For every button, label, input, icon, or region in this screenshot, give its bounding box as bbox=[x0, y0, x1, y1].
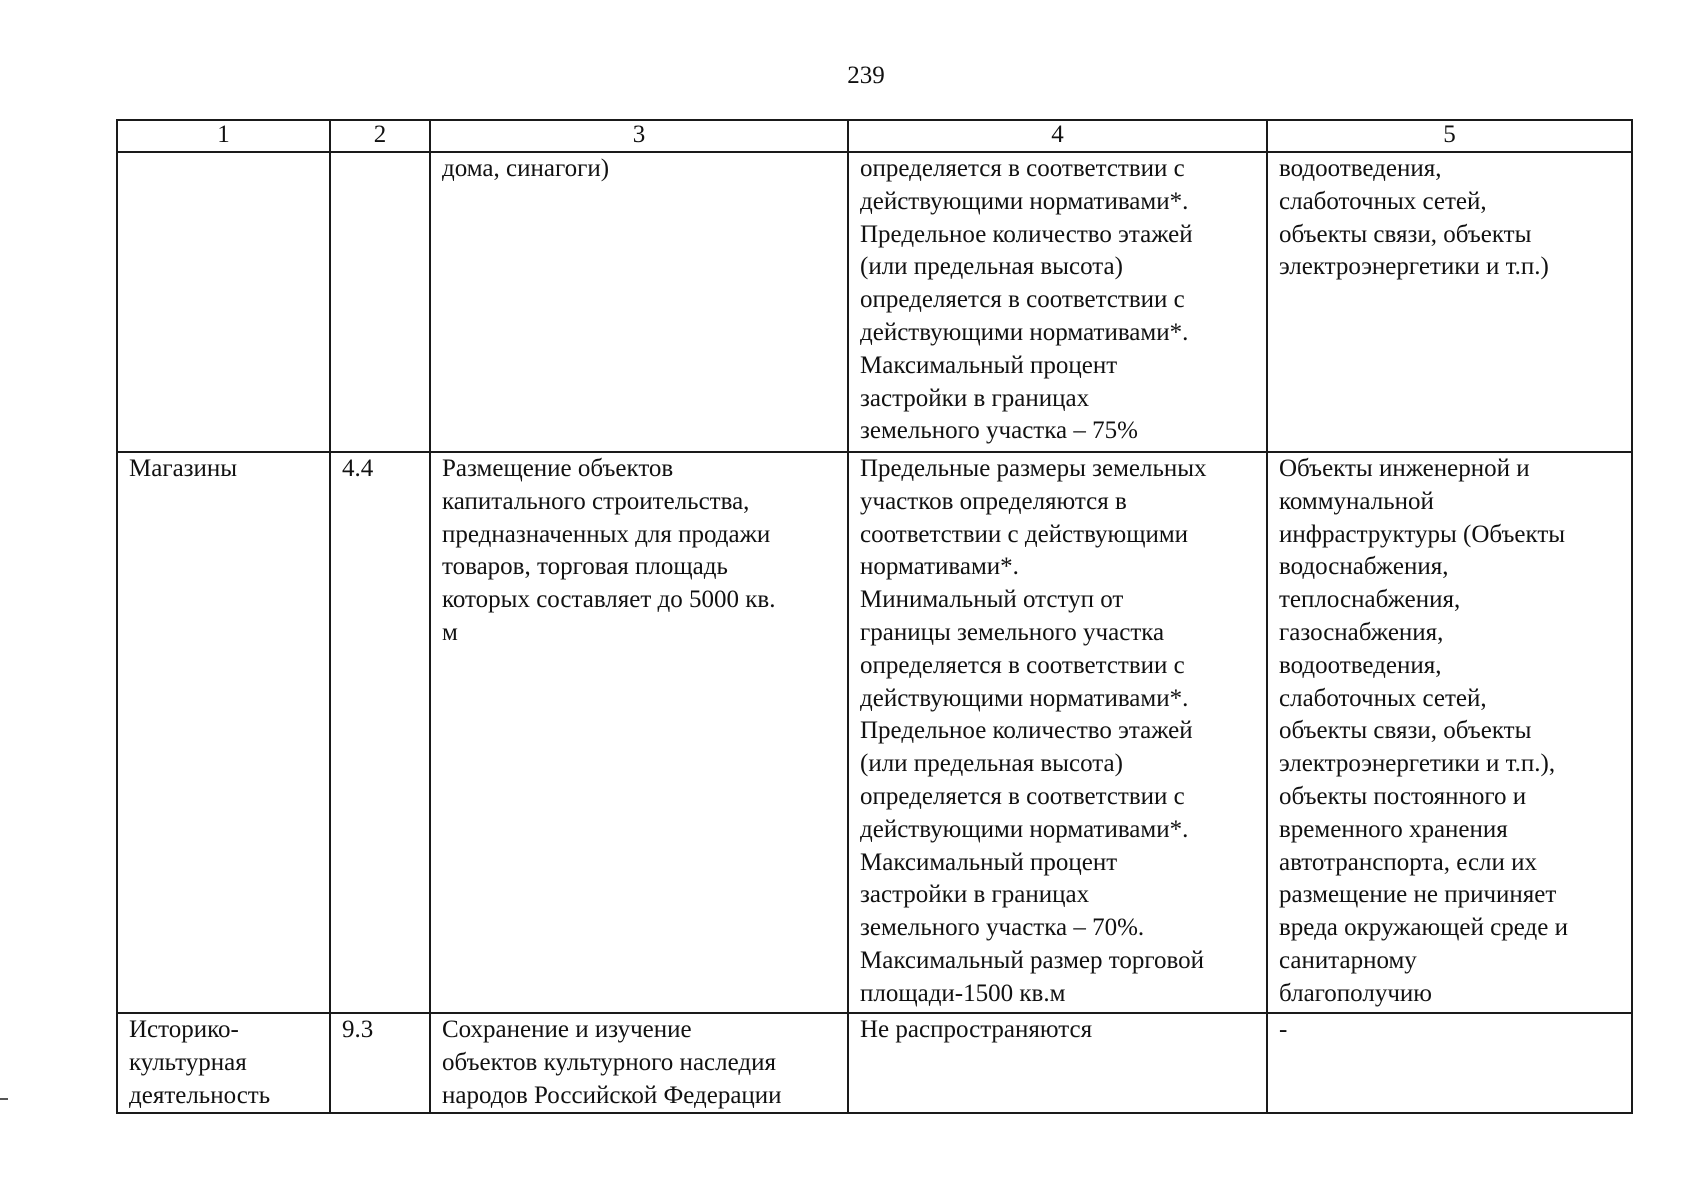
cell-use-description: Размещение объектов капитального строительства, предназначенных для продажи товаров, торговая площадь которых составляет до 5000 кв. м bbox=[430, 452, 848, 1013]
cell-use-code bbox=[330, 152, 430, 452]
column-number-5: 5 bbox=[1267, 120, 1632, 152]
cell-use-code: 4.4 bbox=[330, 452, 430, 1013]
cell-auxiliary-uses: водоотведения, слаботочных сетей, объекты связи, объекты электроэнергетики и т.п.) bbox=[1267, 152, 1632, 452]
column-number-2: 2 bbox=[330, 120, 430, 152]
cell-use-description: Сохранение и изучение объектов культурного наследия народов Российской Федерации bbox=[430, 1013, 848, 1113]
page-number: 239 bbox=[847, 62, 885, 89]
cell-auxiliary-uses: Объекты инженерной и коммунальной инфраструктуры (Объекты водоснабжения, теплоснабжения, газоснабжения, водоотведения, слаботочных сетей, объекты связи, объекты электроэнергетики и т.п.), объекты постоянного и временного хранения автотранспорта, если их размещение не причиняет вреда окружающей среде и санитарному благополучию bbox=[1267, 452, 1632, 1013]
column-number-4: 4 bbox=[848, 120, 1267, 152]
cell-auxiliary-uses: - bbox=[1267, 1013, 1632, 1113]
table-row-shops bbox=[117, 452, 1632, 1013]
cell-use-parameters: Предельные размеры земельных участков определяются в соответствии с действующими нормативами*. Минимальный отступ от границы земельного участка определяется в соответствии с действующими нормативами*. Предельное количество этажей (или предельная высота) определяется в соответствии с действующими нормативами*. Максимальный процент застройки в границах земельного участка – 70%. Максимальный размер торговой площади-1500 кв.м bbox=[848, 452, 1267, 1013]
cell-use-parameters: Не распространяются bbox=[848, 1013, 1267, 1113]
cell-use-parameters: определяется в соответствии с действующими нормативами*. Предельное количество этажей (или предельная высота) определяется в соответствии с действующими нормативами*. Максимальный процент застройки в границах земельного участка – 75% bbox=[848, 152, 1267, 452]
table-row-historical-cultural bbox=[117, 1013, 1632, 1113]
table-row-continuation bbox=[117, 152, 1632, 452]
column-number-1: 1 bbox=[117, 120, 330, 152]
cell-use-description: дома, синагоги) bbox=[430, 152, 848, 452]
cell-use-name: Историко- культурная деятельность bbox=[117, 1013, 330, 1113]
scan-edge-mark bbox=[0, 1098, 8, 1100]
cell-use-code: 9.3 bbox=[330, 1013, 430, 1113]
cell-use-name: Магазины bbox=[117, 452, 330, 1013]
column-number-row bbox=[117, 120, 1632, 152]
column-number-3: 3 bbox=[430, 120, 848, 152]
cell-use-name bbox=[117, 152, 330, 452]
regulations-table bbox=[116, 119, 1633, 1114]
